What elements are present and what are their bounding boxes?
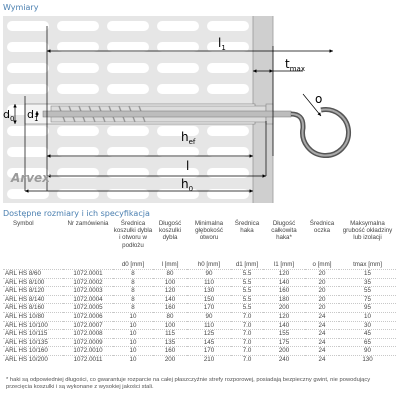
table-cell: 1072.0001 — [63, 270, 113, 279]
column-header: Minimalna głębokość otworu — [194, 220, 224, 242]
unit-cell: d1 [mm] — [235, 261, 259, 268]
table-cell: 145 — [187, 338, 231, 347]
table-cell: 125 — [187, 330, 231, 339]
table-cell: 7.0 — [231, 338, 263, 347]
table-cell: 8 — [113, 295, 153, 304]
column-header: Symbol — [13, 220, 34, 227]
table-cell: 120 — [263, 312, 305, 321]
table-cell: 1072.0008 — [63, 330, 113, 339]
table-cell: 45 — [339, 330, 396, 339]
table-cell: 5.5 — [231, 287, 263, 296]
table-cell: 30 — [339, 321, 396, 330]
column-header: Średnica koszulki dybla i otworu w podłożu — [113, 220, 153, 249]
table-cell: ARL HS 10/135 — [3, 338, 63, 347]
table-row — [3, 312, 396, 321]
table-cell: 1072.0006 — [63, 312, 113, 321]
table-cell: 1072.0002 — [63, 278, 113, 287]
label-tmax: $t_{max}$ — [285, 57, 305, 73]
label-l1: $l_1$ — [218, 36, 226, 52]
specification-table — [3, 219, 396, 364]
label-d0: $d_0$ — [3, 108, 15, 123]
table-cell: 200 — [263, 347, 305, 356]
table-row — [3, 355, 396, 363]
label-hef: $h_{ef}$ — [181, 130, 196, 146]
table-cell: 110 — [187, 278, 231, 287]
table-cell: 10 — [339, 312, 396, 321]
units-row — [3, 260, 396, 270]
footnote: * haki są odpowiedniej długości, co gwarantuje rozparcie na całej płaszczyźnie strefy rozporowej, posiadają bezpieczny gwint, nie powodujący przecięcia koszulki i są wykonane z wysokiej jakości stali. — [6, 377, 371, 390]
unit-cell — [63, 260, 113, 270]
label-h0: $h_0$ — [181, 177, 194, 193]
table-cell: 1072.0004 — [63, 295, 113, 304]
table-cell: ARL HS 10/200 — [3, 355, 63, 363]
table-cell: 210 — [187, 355, 231, 363]
table-cell: 24 — [305, 330, 339, 339]
table-cell: 10 — [113, 321, 153, 330]
table-cell: 1072.0007 — [63, 321, 113, 330]
table-cell: ARL HS 10/160 — [3, 347, 63, 356]
label-d1: $d_1$ — [27, 108, 39, 123]
table-cell: 24 — [305, 355, 339, 363]
table-cell: 5.5 — [231, 304, 263, 313]
table-cell: 100 — [153, 278, 187, 287]
table-cell: 7.0 — [231, 347, 263, 356]
table-cell: 1072.0010 — [63, 347, 113, 356]
table-row — [3, 295, 396, 304]
table-cell: 200 — [263, 304, 305, 313]
table-cell: 20 — [305, 295, 339, 304]
table-cell: 1072.0005 — [63, 304, 113, 313]
column-header: Nr zamówienia — [67, 220, 109, 227]
table-cell: ARL HS 8/160 — [3, 304, 63, 313]
table-cell: 150 — [187, 295, 231, 304]
table-row — [3, 338, 396, 347]
table-cell: 200 — [153, 355, 187, 363]
table-cell: ARL HS 8/100 — [3, 278, 63, 287]
column-header: Maksymalna grubość okładziny lub izolacji — [342, 220, 393, 242]
table-cell: 1072.0011 — [63, 355, 113, 363]
table-cell: 90 — [187, 270, 231, 279]
table-cell: ARL HS 8/140 — [3, 295, 63, 304]
table-cell: 24 — [305, 321, 339, 330]
table-cell: 10 — [113, 338, 153, 347]
table-cell: 90 — [187, 312, 231, 321]
table-cell: ARL HS 10/100 — [3, 321, 63, 330]
table-cell: 35 — [339, 278, 396, 287]
table-cell: 110 — [187, 321, 231, 330]
table-cell: 160 — [153, 347, 187, 356]
table-cell: 90 — [339, 347, 396, 356]
table-cell: 130 — [339, 355, 396, 363]
table-cell: 20 — [305, 304, 339, 313]
table-cell: 140 — [263, 321, 305, 330]
table-cell: ARL HS 8/120 — [3, 287, 63, 296]
table-cell: 10 — [113, 355, 153, 363]
section-title-sizes: Dostępne rozmiary i ich specyfikacja — [3, 209, 150, 218]
table-row — [3, 347, 396, 356]
table-cell: 20 — [305, 270, 339, 279]
table-cell: 160 — [263, 287, 305, 296]
table-cell: 135 — [153, 338, 187, 347]
table-cell: 20 — [305, 278, 339, 287]
table-row — [3, 287, 396, 296]
table-cell: 8 — [113, 278, 153, 287]
column-header: Średnica oczka — [309, 220, 335, 235]
table-cell: 55 — [339, 287, 396, 296]
table-row — [3, 278, 396, 287]
label-l: l — [186, 159, 190, 173]
table-cell: 140 — [153, 295, 187, 304]
table-cell: 155 — [263, 330, 305, 339]
hook-screw — [43, 111, 291, 117]
column-header: Długość całkowita haka* — [271, 220, 297, 242]
table-cell: 240 — [263, 355, 305, 363]
table-row — [3, 330, 396, 339]
table-cell: 80 — [153, 270, 187, 279]
unit-cell: tmax [mm] — [353, 261, 382, 268]
table-cell: 170 — [187, 304, 231, 313]
table-cell: 8 — [113, 287, 153, 296]
table-cell: 24 — [305, 347, 339, 356]
table-cell: 65 — [339, 338, 396, 347]
table-cell: 10 — [113, 330, 153, 339]
table-cell: 20 — [305, 287, 339, 296]
unit-cell: o [mm] — [312, 261, 332, 268]
arvex-logo: Arvex — [11, 171, 50, 185]
table-cell: 160 — [153, 304, 187, 313]
table-cell: 100 — [153, 321, 187, 330]
table-cell: 7.0 — [231, 321, 263, 330]
table-cell: 7.0 — [231, 312, 263, 321]
table-cell: 24 — [305, 312, 339, 321]
table-cell: 5.5 — [231, 278, 263, 287]
table-cell: 140 — [263, 278, 305, 287]
table-cell: 120 — [153, 287, 187, 296]
table-cell: 75 — [339, 295, 396, 304]
table-cell: 8 — [113, 304, 153, 313]
table-cell: 120 — [263, 270, 305, 279]
table-cell: 95 — [339, 304, 396, 313]
anchor-dimension-diagram — [3, 16, 396, 203]
table-cell: 175 — [263, 338, 305, 347]
table-cell: ARL HS 8/60 — [3, 270, 63, 279]
table-cell: 1072.0009 — [63, 338, 113, 347]
table-cell: 115 — [153, 330, 187, 339]
table-cell: 170 — [187, 347, 231, 356]
table-row — [3, 321, 396, 330]
table-cell: ARL HS 10/80 — [3, 312, 63, 321]
table-cell: 80 — [153, 312, 187, 321]
table-cell: 15 — [339, 270, 396, 279]
column-header: Średnica haka — [234, 220, 260, 235]
table-cell: 10 — [113, 347, 153, 356]
table-cell: 7.0 — [231, 330, 263, 339]
unit-cell: l1 [mm] — [273, 261, 295, 268]
label-o: o — [315, 92, 323, 106]
unit-cell: d0 [mm] — [121, 261, 145, 268]
table-cell: 7.0 — [231, 355, 263, 363]
table-cell: 1072.0003 — [63, 287, 113, 296]
column-header: Długość koszulki dybla — [158, 220, 182, 242]
table-cell: 180 — [263, 295, 305, 304]
unit-cell: l [mm] — [161, 261, 179, 268]
table-cell: ARL HS 10/115 — [3, 330, 63, 339]
table-cell: 24 — [305, 338, 339, 347]
unit-cell — [3, 260, 63, 270]
table-cell: 10 — [113, 312, 153, 321]
table-cell: 8 — [113, 270, 153, 279]
table-cell: 5.5 — [231, 270, 263, 279]
table-cell: 130 — [187, 287, 231, 296]
table-row — [3, 304, 396, 313]
table-cell: 5.5 — [231, 295, 263, 304]
unit-cell: h0 [mm] — [197, 261, 221, 268]
table-row — [3, 270, 396, 279]
section-title-dimensions: Wymiary — [3, 3, 39, 12]
